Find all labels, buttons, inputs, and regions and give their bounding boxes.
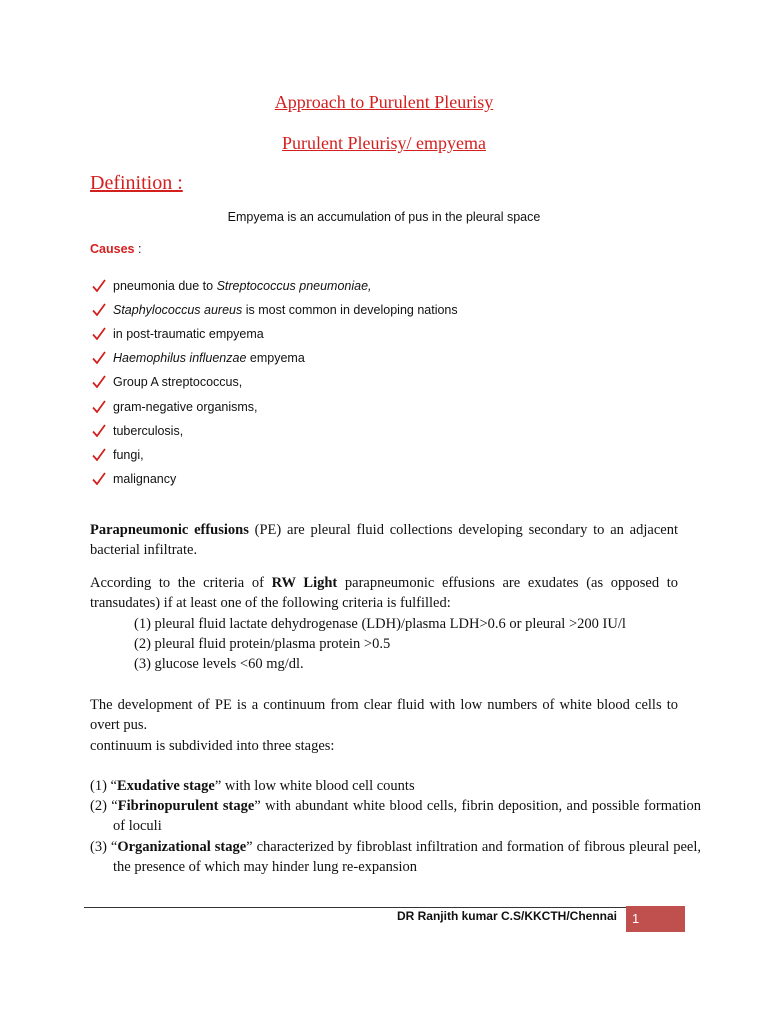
definition-heading: Definition : xyxy=(90,172,183,194)
pe-paragraph: Parapneumonic effusions (PE) are pleural fluid collections developing secondary to an adjacent bacterial infiltrate. xyxy=(90,522,678,558)
list-item xyxy=(92,371,242,393)
criteria-item-3: (3) glucose levels <60 mg/dl. xyxy=(134,656,304,672)
checkmark-icon xyxy=(92,448,106,462)
checkmark-icon xyxy=(92,327,106,341)
list-item xyxy=(92,347,305,369)
page-subtitle: Purulent Pleurisy/ empyema xyxy=(282,133,486,153)
checkmark-icon xyxy=(92,279,106,293)
stage-item-1: (1) “Exudative stage” with low white blood cell counts xyxy=(90,778,415,794)
list-item-text: fungi, xyxy=(113,448,144,462)
criteria-item-1: (1) pleural fluid lactate dehydrogenase (LDH)/plasma LDH>0.6 or pleural >200 IU/l xyxy=(134,616,626,632)
footer-author: DR Ranjith kumar C.S/KKCTH/Chennai xyxy=(396,909,617,923)
page-number-box xyxy=(626,906,685,932)
list-item-text: Group A streptococcus, xyxy=(113,375,243,389)
stage-item-3: (3) “Organizational stage” characterized by fibroblast infiltration and formation of fibrous pleural peel, the presence of which may hinder lung re-expansion xyxy=(90,839,701,875)
causes-colon: : xyxy=(134,242,142,256)
development-paragraph: The development of PE is a continuum from clear fluid with low numbers of white blood cells to overt pus. xyxy=(90,697,678,733)
continuum-line: continuum is subdivided into three stages: xyxy=(90,738,335,754)
list-item-text: gram-negative organisms, xyxy=(113,400,258,414)
list-item xyxy=(92,420,183,442)
page-title: Approach to Purulent Pleurisy xyxy=(274,92,494,112)
list-item-text: tuberculosis, xyxy=(113,424,184,438)
checkmark-icon xyxy=(92,351,106,365)
list-item xyxy=(92,323,264,345)
list-item-text: pneumonia due to Streptococcus pneumoniae, xyxy=(113,279,372,293)
list-item-text: in post-traumatic empyema xyxy=(113,327,264,341)
criteria-item-2: (2) pleural fluid protein/plasma protein >0.5 xyxy=(134,636,391,652)
light-paragraph: According to the criteria of RW Light parapneumonic effusions are exudates (as opposed to transudates) if at least one of the following criteria is fulfilled: xyxy=(90,575,679,611)
checkmark-icon xyxy=(92,472,106,486)
checkmark-icon xyxy=(92,303,106,317)
list-item xyxy=(92,299,458,321)
list-item xyxy=(92,396,258,418)
list-item xyxy=(92,275,372,297)
checkmark-icon xyxy=(92,375,106,389)
stage-item-2: (2) “Fibrinopurulent stage” with abundant white blood cells, fibrin deposition, and possible formation of loculi xyxy=(90,798,702,834)
causes-label: Causes xyxy=(90,242,135,256)
list-item-text: Haemophilus influenzae empyema xyxy=(113,351,305,365)
causes-heading xyxy=(90,242,141,256)
list-item xyxy=(92,468,176,490)
checkmark-icon xyxy=(92,424,106,438)
list-item-text: Staphylococcus aureus is most common in developing nations xyxy=(113,303,458,317)
list-item xyxy=(92,444,144,466)
list-item-text: malignancy xyxy=(113,472,177,486)
checkmark-icon xyxy=(92,400,106,414)
definition-text: Empyema is an accumulation of pus in the pleural space xyxy=(227,210,541,224)
footer-rule xyxy=(84,907,626,908)
page-number: 1 xyxy=(632,911,640,926)
